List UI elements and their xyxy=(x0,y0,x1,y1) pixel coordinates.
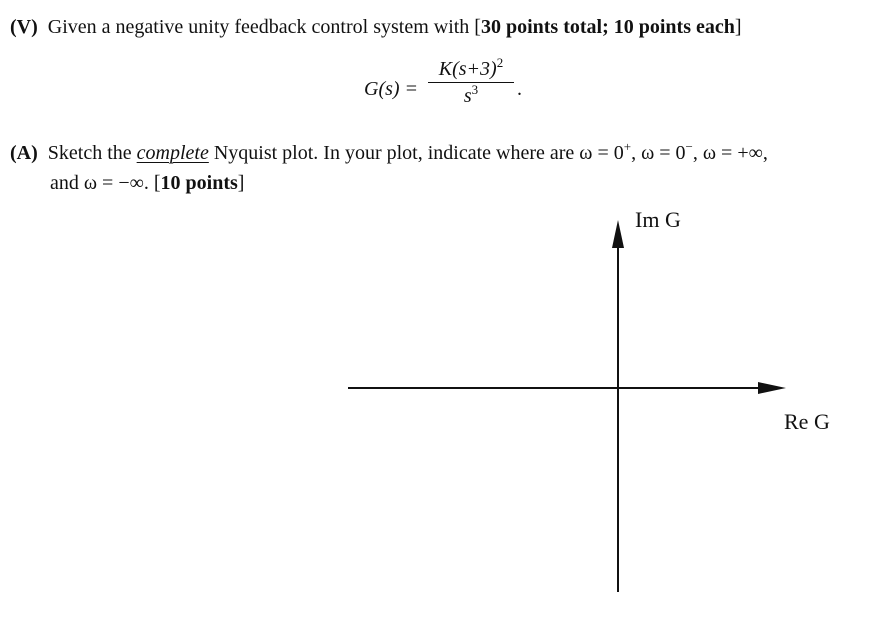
imaginary-axis-label: Im G xyxy=(635,207,681,232)
part-a-emphasis: complete xyxy=(136,142,209,164)
equation-period: . xyxy=(517,78,522,100)
equation-lhs: G(s) = xyxy=(364,78,419,100)
part-a-sup-plus: + xyxy=(623,139,632,154)
question-points: 30 points total; 10 points each xyxy=(480,16,735,38)
numerator-text: K(s+3) xyxy=(438,58,497,80)
denominator-exponent: 3 xyxy=(471,82,479,97)
part-a-points: 10 points xyxy=(160,172,238,194)
part-a-line2-before: and ω = −∞. [ xyxy=(50,172,161,194)
part-a-text-before: Sketch the xyxy=(47,142,137,164)
question-number: (V) xyxy=(10,16,38,38)
imaginary-axis-arrowhead xyxy=(612,220,624,248)
part-a-sup-minus: − xyxy=(685,139,693,154)
real-axis-label: Re G xyxy=(784,409,830,434)
numerator-exponent: 2 xyxy=(496,55,504,70)
part-a-line2-after: ] xyxy=(237,172,245,194)
question-intro: Given a negative unity feedback control system with [ xyxy=(47,16,481,38)
question-close-bracket: ] xyxy=(734,16,742,38)
part-a-tag: (A) xyxy=(10,142,38,164)
real-axis-arrowhead xyxy=(758,382,786,394)
part-a-text-after: Nyquist plot. In your plot, indicate where are ω = 0 xyxy=(208,142,624,164)
part-a-mid2: , ω = +∞, xyxy=(692,142,768,164)
denominator-text: s xyxy=(463,85,472,107)
part-a-mid1: , ω = 0 xyxy=(631,142,686,164)
